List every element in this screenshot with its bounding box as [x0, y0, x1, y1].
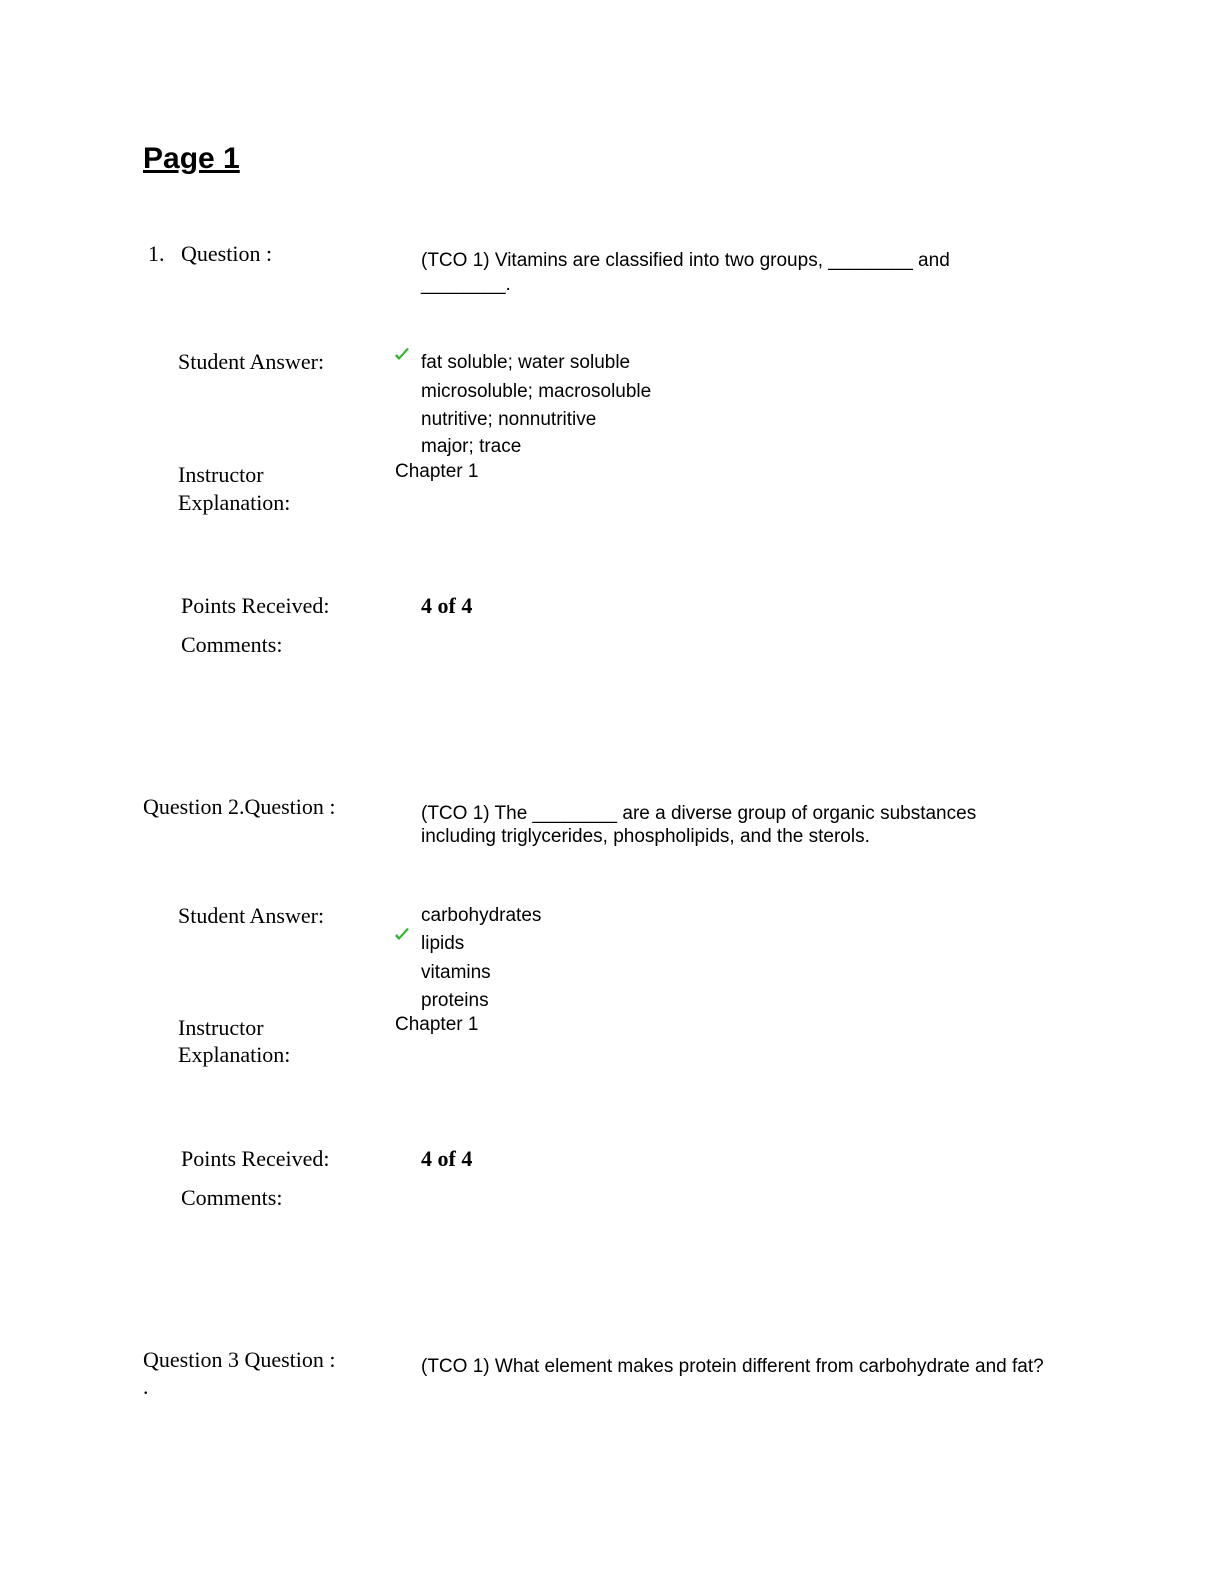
answer-option: nutritive; nonnutritive	[421, 409, 597, 430]
answer-option: lipids	[421, 933, 465, 954]
question-label: Question 3 Question :	[143, 1347, 336, 1372]
instructor-label-line-1: Instructor	[178, 1015, 264, 1040]
instructor-explanation: Chapter 1	[395, 1014, 479, 1035]
answer-option: fat soluble; water soluble	[421, 352, 631, 373]
instructor-label-line-2: Explanation:	[178, 1042, 291, 1067]
page-title: Page 1	[143, 142, 240, 175]
question-number: 1.	[148, 241, 165, 266]
question-prompt-line-1: (TCO 1) The ________ are a diverse group of organic substances	[421, 803, 977, 824]
question-label-trailer: .	[143, 1374, 149, 1399]
correct-check-icon	[394, 347, 410, 363]
instructor-label-line-2: Explanation:	[178, 490, 291, 515]
answer-option: major; trace	[421, 436, 522, 457]
points-received-label: Points Received:	[181, 593, 330, 618]
comments-label: Comments:	[181, 1185, 283, 1210]
question-label: Question 2.Question :	[143, 794, 336, 819]
student-answer-label: Student Answer:	[178, 349, 325, 374]
answer-option: microsoluble; macrosoluble	[421, 381, 652, 402]
instructor-explanation: Chapter 1	[395, 461, 479, 482]
points-received-label: Points Received:	[181, 1146, 330, 1171]
question-label: Question :	[181, 241, 273, 266]
student-answer-label: Student Answer:	[178, 903, 325, 928]
points-received-value: 4 of 4	[421, 593, 473, 618]
answer-option: vitamins	[421, 962, 491, 983]
question-prompt-line-1: (TCO 1) What element makes protein different from carbohydrate and fat?	[421, 1356, 1044, 1377]
points-received-value: 4 of 4	[421, 1146, 473, 1171]
question-prompt-line-2: ________.	[421, 274, 511, 295]
question-prompt-line-1: (TCO 1) Vitamins are classified into two groups, ________ and	[421, 250, 950, 271]
instructor-label-line-1: Instructor	[178, 462, 264, 487]
answer-option: proteins	[421, 990, 489, 1011]
question-prompt-line-2: including triglycerides, phospholipids, and the sterols.	[421, 826, 870, 847]
answer-option: carbohydrates	[421, 905, 542, 926]
comments-label: Comments:	[181, 632, 283, 657]
correct-check-icon	[394, 927, 410, 943]
